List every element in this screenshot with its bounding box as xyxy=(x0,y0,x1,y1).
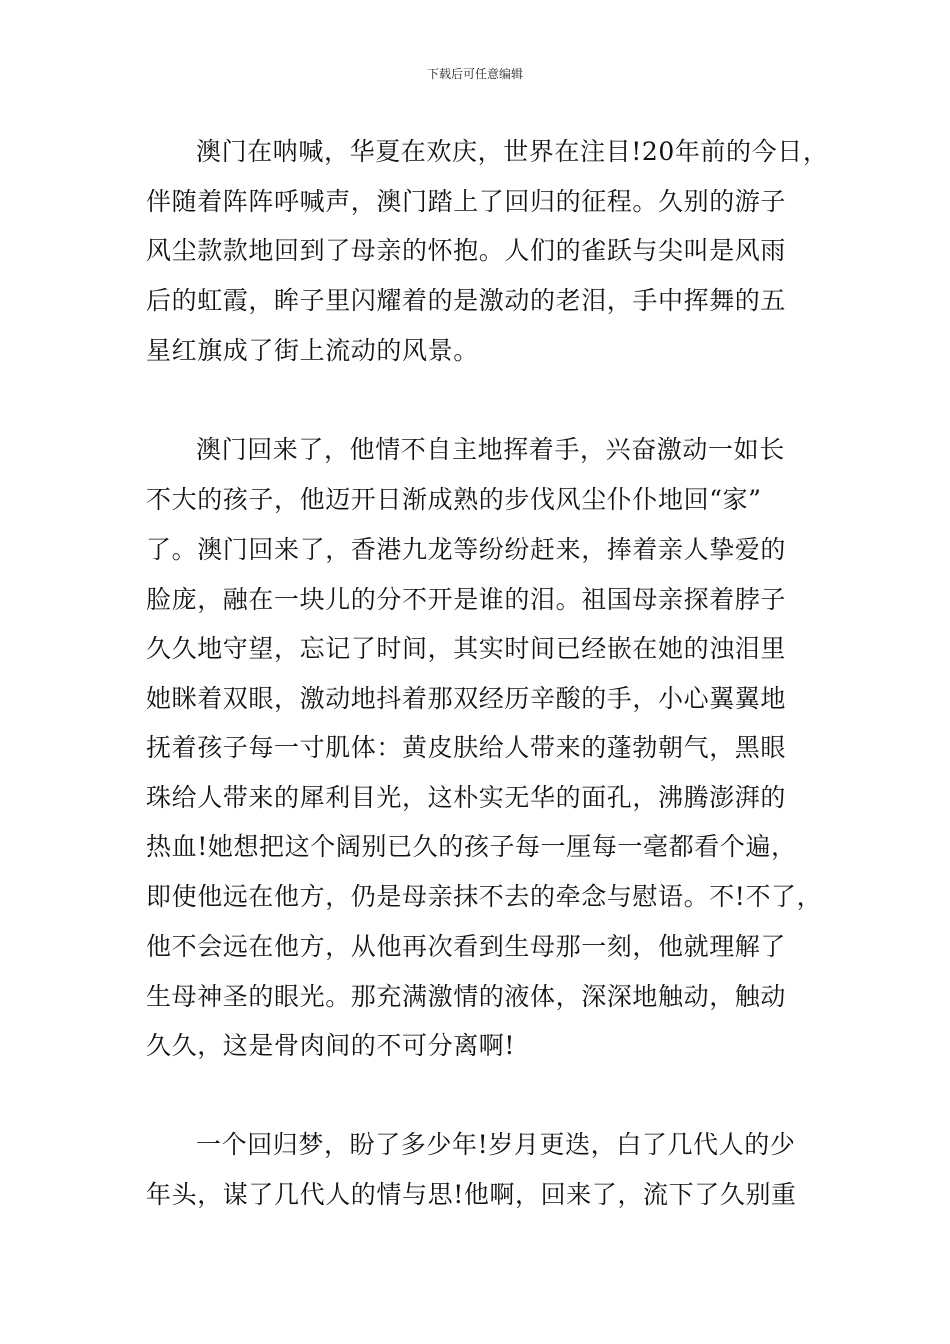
text-line: 热血!她想把这个阔别已久的孩子每一厘每一毫都看个遍， xyxy=(146,832,797,861)
text-line: 了。澳门回来了，香港九龙等纷纷赶来，捧着亲人挚爱的 xyxy=(146,535,787,564)
text-line: 澳门在呐喊，华夏在欢庆，世界在注目!20年前的今日， xyxy=(196,137,829,166)
text-line: 他不会远在他方，从他再次看到生母那一刻，他就理解了 xyxy=(146,932,787,961)
text-line: 伴随着阵阵呼喊声，澳门踏上了回归的征程。久别的游子 xyxy=(146,187,787,216)
text-line: 后的虹霞，眸子里闪耀着的是激动的老泪，手中挥舞的五 xyxy=(146,286,787,315)
text-line: 即使他远在他方，仍是母亲抹不去的牵念与慰语。不!不了， xyxy=(146,882,823,911)
text-line: 久久，这是骨肉间的不可分离啊! xyxy=(146,1031,516,1060)
text-line: 脸庞，融在一块儿的分不开是谁的泪。祖国母亲探着脖子 xyxy=(146,585,787,614)
page-header: 下载后可任意编辑 xyxy=(426,67,523,81)
text-line: 抚着孩子每一寸肌体：黄皮肤给人带来的蓬勃朝气，黑眼 xyxy=(146,733,787,762)
text-line: 不大的孩子，他迈开日渐成熟的步伐风尘仆仆地回“家” xyxy=(146,485,762,514)
text-line: 年头，谋了几代人的情与思!他啊，回来了，流下了久别重 xyxy=(146,1180,797,1209)
text-line: 星红旗成了街上流动的风景。 xyxy=(146,336,479,365)
text-line: 生母神圣的眼光。那充满激情的液体，深深地触动，触动 xyxy=(146,982,787,1011)
text-line: 一个回归梦，盼了多少年!岁月更迭，白了几代人的少 xyxy=(196,1130,796,1159)
text-line: 她眯着双眼，激动地抖着那双经历辛酸的手，小心翼翼地 xyxy=(146,684,787,713)
text-line: 久久地守望，忘记了时间，其实时间已经嵌在她的浊泪里 xyxy=(146,634,787,663)
text-line: 珠给人带来的犀利目光，这朴实无华的面孔，沸腾澎湃的 xyxy=(146,783,787,812)
text-line: 澳门回来了，他情不自主地挥着手，兴奋激动一如长 xyxy=(196,435,785,464)
text-line: 风尘款款地回到了母亲的怀抱。人们的雀跃与尖叫是风雨 xyxy=(146,236,787,265)
